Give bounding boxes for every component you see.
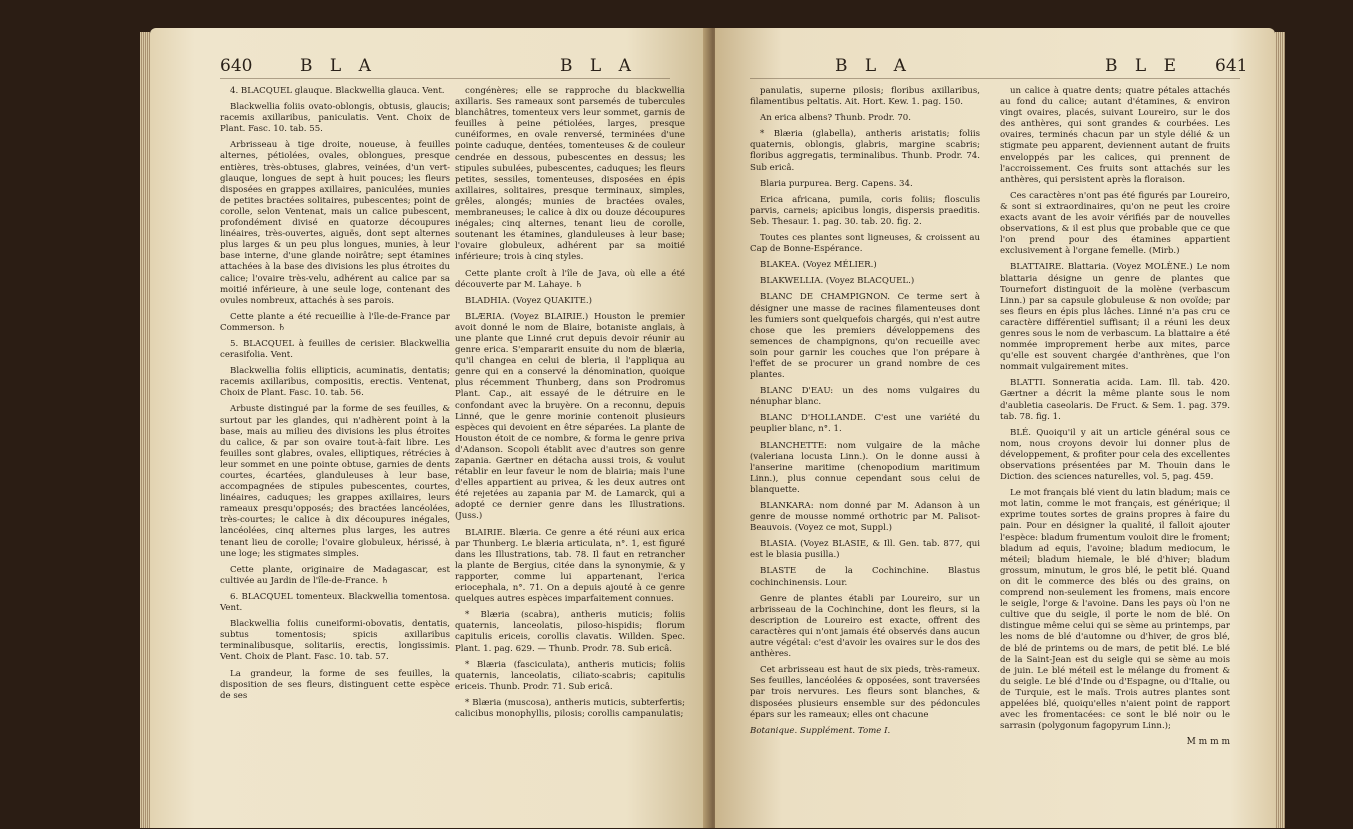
header-rule	[220, 78, 670, 79]
paragraph: BLÆRIA. (Voyez BLAIRIE.) Houston le premier avoit donné le nom de Blaire, botaniste anglais, à une plante que Linné crut depuis devoir réunir au genre erica. S'empararit ensuite du nom de blæria, qu'il changea en celui de bleria, il l'appliqua au genre qui en a conservé la dénomination, quoique plus récemment Thunberg, dans son Prodromus Plant. Cap., ait essayé de le détruire en le confondant avec la bruyère. On a reconnu, depuis Linné, que le genre morinie contenoit plusieurs espèces qui devoient en être séparées. La plante de Houston étoit de ce nombre, & forma le genre priva d'Adanson. Scopoli établit avec d'autres son genre zapania. Gærtner en détacha aussi trois, & voulut rétablir en leur faveur le nom de blairia; mais l'une d'elles appartient au privea, & les deux autres ont été rejetées au zapania par M. de Lamarck, qui a adopté ce dernier genre dans les Illustrations. (Juss.)	[455, 311, 685, 522]
left-page	[150, 28, 710, 828]
footer-text: Botanique. Supplément. Tome I.	[750, 725, 891, 736]
paragraph: congénères; elle se rapproche du blackwellia axillaris. Ses rameaux sont parsemés de tubercules blanchâtres, tomenteux vers leur sommet, garnis de feuilles à peine pétiolées, larges, presque cunéiformes, en ovale renversé, terminées d'une pointe caduque, dentées, tomenteuses & de couleur cendrée en dessous, pubescentes en dessus; les stipules subulées, pubescentes, caduques; les fleurs petites, sessiles, tomenteuses, disposées en épis axillaires, solitaires, presque terminaux, simples, grêles, alongés; munies de bractées ovales, membraneuses; le calice à dix ou douze découpures inégales; cinq alternes, tenant lieu de corolle, soutenant les étamines, glanduleuses à leur base; l'ovaire globuleux, adhérent par sa moitié inférieure; trois à cinq styles.	[455, 86, 685, 263]
page-edges-right	[1275, 32, 1285, 828]
paragraph: BLATTI. Sonneratia acida. Lam. Ill. tab. 420. Gærtner a décrit la même plante sous le nom d'aubletia caseolaris. De Fruct. & Sem. 1. pag. 379. tab. 78. fig. 1.	[1000, 378, 1230, 422]
running-head: B L A	[300, 56, 377, 76]
running-head: B L A	[835, 56, 912, 76]
paragraph: * Blæria (muscosa), antheris muticis, subterfertis; calicibus monophyllis, pilosis; corollis campanulatis;	[455, 697, 685, 719]
paragraph: Blackwellia foliis ovato-oblongis, obtusis, glaucis; racemis axillaribus, paniculatis. Vent. Choix de Plant. Fasc. 10. tab. 55.	[220, 102, 450, 135]
paragraph: 5. BLACQUEL à feuilles de cerisier. Blackwellia cerasifolia. Vent.	[220, 338, 450, 361]
paragraph: Cette plante a été recueillie à l'île-de-France par Commerson. ♄	[220, 311, 450, 333]
paragraph: Blaria purpurea. Berg. Capens. 34.	[760, 178, 913, 189]
paragraph: * Blæria (fasciculata), antheris muticis; foliis quaternis, lanceolatis, ciliato-scabris; capitulis ericeis. Thunb. Prodr. 71. Sub ericâ.	[455, 659, 685, 692]
paragraph: Toutes ces plantes sont ligneuses, & croissent au Cap de Bonne-Espérance.	[750, 233, 980, 255]
paragraph: BLANC DE CHAMPIGNON. Ce terme sert à désigner une masse de racines filamenteuses dont les fumiers sont quelquefois chargés, qui n'est autre chose que les premiers développemens des semences de champignons, qu'on recueille avec soin pour garnir les couches que l'on prépare à l'effet de se procurer un grand nombre de ces plantes.	[750, 292, 980, 381]
paragraph: BLASIA. (Voyez BLASIE, & Ill. Gen. tab. 877, qui est le blasia pusilla.)	[750, 539, 980, 561]
paragraph: Arbuste distingué par la forme de ses feuilles, & surtout par les glandes, qui n'adhèrent point à la base, mais au milieu des divisions les plus étroites du calice, & par son ovaire tout-à-fait libre. Les feuilles sont glabres, ovales, elliptiques, rétrécies à leur sommet en une pointe obtuse, garnies de dents courtes, écartées, glanduleuses à leur base, accompagnées de stipules pubescentes, courtes, linéaires, caduques; les grappes axillaires, leurs rameaux presqu'opposés; des bractées lancéolées, très-courtes; le calice à dix découpures inégales, lancéolées, cinq alternes plus larges, les autres tenant lieu de corolle; l'ovaire globuleux, hérissé, à une loge; les stigmates simples.	[220, 404, 450, 559]
paragraph: 4. BLACQUEL glauque. Blackwellia glauca. Vent.	[230, 86, 445, 96]
page-number: 640	[220, 56, 253, 76]
paragraph: BLATTAIRE. Blattaria. (Voyez MOLÈNE.) Le nom blattaria désigne un genre de plantes que Tournefort distinguoit de la molène (verbascum Linn.) par sa capsule globuleuse & non ovoïde; par ses fleurs en épis plus lâches. Linné n'a pas cru ce caractère différentiel suffisant; il a réuni les deux genres sous le nom de verbascum. La blattaire a été nommée improprement herbe aux mites, parce qu'elle est souvent chargée d'anthrènes, que l'on nommait vulgairement mites.	[1000, 262, 1230, 373]
paragraph: panulatis, superne pilosis; floribus axillaribus, filamentibus peltatis. Ait. Hort. Kew. 1. pag. 150.	[750, 86, 980, 108]
paragraph: Arbrisseau à tige droite, noueuse, à feuilles alternes, pétiolées, ovales, oblongues, presque entières, très-obtuses, glabres, veinées, d'un vert-glauque, longues de sept à huit pouces; les fleurs disposées en grappes axillaires, paniculées, munies de petites bractées solitaires, pubescentes; point de corolle, selon Ventenat, mais un calice pubescent, profondément divisé en quatorze découpures linéaires, très-ouvertes, aiguës, dont sept alternes plus larges & un peu plus longues, munies, à leur base interne, d'une glande noirâtre; sept étamines attachées à la base des divisions les plus étroites du calice; l'ovaire très-velu, adhérent au calice par sa moitié inférieure, à une seule loge, contenant des ovules nombreux, attachés à ses parois.	[220, 140, 450, 306]
paragraph: An erica albens? Thunb. Prodr. 70.	[760, 113, 911, 124]
text-column	[750, 86, 980, 737]
paragraph: un calice à quatre dents; quatre pétales attachés au fond du calice; autant d'étamines, & environ vingt ovaires, placés, suivant Loureiro, sur le dos des anthères, qui sont grandes & courbées. Les ovaires, terminés chacun par un style délié & un stigmate peu apparent, deviennent autant de fruits enveloppés par les calices, qui prennent de l'accroissement. Ces fruits sont attachés sur les anthères, qui persistent après la floraison.	[1000, 86, 1230, 185]
paragraph: * Blæria (scabra), antheris muticis; foliis quaternis, lanceolatis, piloso-hispidis; florum capitulis ericeis, corollis clavatis. Willden. Spec. Plant. 1. pag. 629. — Thunb. Prodr. 78. Sub ericâ.	[455, 610, 685, 654]
paragraph: BLAIRIE. Blæria. Ce genre a été réuni aux erica par Thunberg. Le blæria articulata, n°. 1, est figuré dans les Illustrations, tab. 78. Il faut en retrancher la plante de Bergius, citée dans la synonymie, & y rapporter, comme lui appartenant, l'erica eriocephala, n°. 71. On a depuis ajouté à ce genre quelques autres espèces imparfaitement connues.	[455, 527, 685, 605]
paragraph: * Blæria (glabella), antheris aristatis; foliis quaternis, oblongis, glabris, margine scabris; floribus aggregatis, terminalibus. Thunb. Prodr. 74. Sub ericâ.	[750, 129, 980, 173]
page-edges-left	[140, 32, 150, 828]
paragraph: 6. BLACQUEL tomenteux. Blackwellia tomentosa. Vent.	[220, 591, 450, 614]
page-number: 641	[1215, 56, 1248, 76]
paragraph: BLAKWELLIA. (Voyez BLACQUEL.)	[760, 276, 915, 287]
paragraph: Blackwellia foliis cuneiformi-obovatis, dentatis, subtus tomentosis; spicis axillaribus terminalibusque, solitariis, erectis, longissimis. Vent. Choix de Plant. Fasc. 10. tab. 57.	[220, 619, 450, 663]
paragraph: BLANKARA: nom donné par M. Adanson à un genre de mousse nommé orthotric par M. Palisot-Beauvois. (Voyez ce mot, Suppl.)	[750, 501, 980, 534]
paragraph: Genre de plantes établi par Loureiro, sur un arbrisseau de la Cochinchine, dont les fleurs, si la description de Loureiro est exacte, offrent des caractères qui n'ont jamais été observés dans aucun autre végétal: c'est d'avoir les ovaires sur le dos des anthères.	[750, 593, 980, 660]
paragraph: BLANC D'EAU: un des noms vulgaires du nénuphar blanc.	[750, 386, 980, 408]
paragraph: Ces caractères n'ont pas été figurés par Loureiro, & sont si extraordinaires, qu'on ne peut les croire exacts avant de les avoir vérifiés par de nouvelles observations, & il est plus que probable que ce que l'on prend pour des étamines appartient exclusivement à l'organe femelle. (Mirb.)	[1000, 190, 1230, 257]
paragraph: Cet arbrisseau est haut de six pieds, très-rameux. Ses feuilles, lancéolées & opposées, sont traversées par trois nervures. Les fleurs sont blanches, & disposées plusieurs ensemble sur des pédoncules épars sur les rameaux; elles ont chacune	[750, 665, 980, 720]
paragraph: Cette plante croît à l'île de Java, où elle a été découverte par M. Lahaye. ♄	[455, 268, 685, 290]
paragraph: Erica africana, pumila, coris foliis; flosculis parvis, carneis; apicibus longis, dispersis praeditis. Seb. Thesaur. 1. pag. 30. tab. 20. fig. 2.	[750, 194, 980, 227]
paragraph: BLÉ. Quoiqu'il y ait un article général sous ce nom, nous croyons devoir lui donner plus de développement, & profiter pour cela des excellentes observations présentées par M. Thouin dans le Diction. des sciences naturelles, vol. 5, pag. 459.	[1000, 427, 1230, 483]
paragraph: Le mot français blé vient du latin bladum; mais ce mot latin, comme le mot français, est générique; il exprime toutes sortes de grains propres à faire du pain. Pour en désigner la qualité, il falloit ajouter l'espèce: bladum frumentum vouloit dire le froment; bladum ad equis, l'avoine; bladum mediocum, le méteil; bladum hiemale, le blé d'hiver; bladum grossum, minutum, le gros blé, le petit blé. Quand on dit le commerce des blés ou des grains, on comprend non-seulement les fromens, mais encore le seigle, l'orge & l'avoine. Dans les pays où l'on ne cultive que du seigle, il porte le nom de blé. On distingue même celui qui se sème au printemps, par les noms de blé d'automne ou d'hiver, de gros blé, de blé de printems ou de mars, de petit blé. Le blé de la Saint-Jean est du seigle qui se sème au mois de juin. Le blé méteil est le mélange du froment & du seigle. Le blé d'Inde ou d'Espagne, ou d'Italie, ou de Turquie, est le maïs. Trois autres plantes sont appelées blé, quoiqu'elles n'aient point de rapport avec les fromentacées: ce sont le blé noir ou le sarrasin (polygonum fagopyrum Linn.);	[1000, 488, 1230, 732]
right-page	[715, 28, 1275, 828]
text-column	[1000, 86, 1230, 748]
paragraph: BLANC D'HOLLANDE. C'est une variété du peuplier blanc, n°. 1.	[750, 413, 980, 435]
paragraph: BLAKEA. (Voyez MÉLIER.)	[760, 260, 877, 271]
paragraph: Blackwellia foliis ellipticis, acuminatis, dentatis; racemis axillaribus, compositis, erectis. Ventenat, Choix de Plant. Fasc. 10. tab. 56.	[220, 366, 450, 399]
paragraph: BLADHIA. (Voyez QUAKITE.)	[465, 295, 592, 306]
text-column	[220, 86, 450, 707]
book-spread	[150, 28, 1330, 828]
column-body	[1000, 86, 1230, 732]
running-head: B L A	[560, 56, 637, 76]
paragraph: La grandeur, la forme de ses feuilles, la disposition de ses fleurs, distinguent cette espèce de ses	[220, 668, 450, 701]
paragraph: BLASTE de la Cochinchine. Blastus cochinchinensis. Lour.	[750, 566, 980, 588]
text-column	[455, 86, 685, 725]
header-rule	[750, 78, 1240, 79]
paragraph: BLANCHETTE: nom vulgaire de la mâche (valeriana locusta Linn.). On le donne aussi à l'anserine maritime (chenopodium maritimum Linn.), plus connue cependant sous celui de blanquette.	[750, 440, 980, 495]
paragraph: Cette plante, originaire de Madagascar, est cultivée au Jardin de l'île-de-France. ♄	[220, 564, 450, 586]
column-body	[750, 86, 980, 721]
running-head: B L E	[1105, 56, 1182, 76]
signature-mark: M m m m	[1186, 737, 1230, 748]
